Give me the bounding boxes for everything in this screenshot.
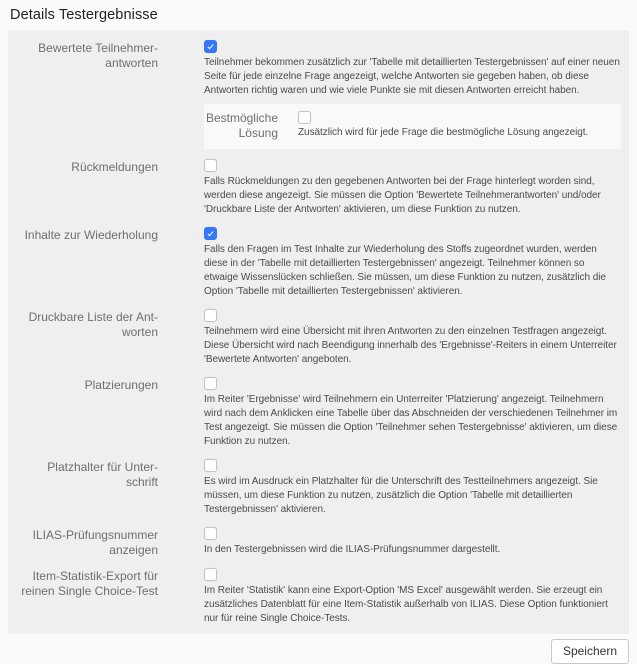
setting-description: Im Reiter 'Ergebnisse' wird Teilnehmern ein Unterreiter 'Platzierung' angezeigt. Teilnehmern wird nach dem Anklicken eine Tabelle über das Abschneiden der verschiedenen Teilnehmer im Test angezeigt. Sie müssen die Option 'Teilnehmer sehen Testergebnisse' aktivieren, um diese Funktion zu nutzen.: [204, 394, 618, 447]
setting-description: Es wird im Ausdruck ein Platzhalter für die Unterschrift des Testteilnehmers angezeigt. Sie müssen, um diese Funktion zu nutzen, zusätzlich die Option 'Tabelle mit detaillierten Testergebnissen' aktivieren.: [204, 476, 598, 515]
setting-row-inhalte-zur-wiederholung: [8, 227, 625, 299]
checkbox-inhalte-zur-wiederholung[interactable]: [204, 227, 217, 240]
page-header: [0, 0, 637, 30]
setting-content: [204, 309, 625, 367]
setting-description: Teilnehmern wird eine Übersicht mit ihren Antworten zu den einzelnen Testfragen angezeigt. Diese Übersicht wird nach Beendigung innerhalb des 'Ergebnisse'-Reiters in einem Unterreiter 'Bewertete Antworten' angeboten.: [204, 326, 617, 365]
setting-row-rueckmeldungen: [8, 159, 625, 217]
setting-description: In den Testergebnissen wird die ILIAS-Prüfungsnummer dargestellt.: [204, 544, 501, 555]
setting-row-item-statistik-export: [8, 568, 625, 626]
page-title: Details Testergebnisse: [10, 7, 158, 23]
setting-content: [204, 568, 625, 626]
setting-label: Bestmögliche Lösung: [205, 111, 278, 140]
setting-label: Item-Statistik-Export für reinen Single Choice-Test: [21, 569, 158, 598]
setting-content: [204, 459, 625, 517]
setting-content: [204, 527, 625, 558]
setting-label: Bewertete Teilnehmer-antworten: [38, 41, 158, 70]
setting-label: Platzhalter für Unter-schrift: [47, 460, 158, 489]
setting-content: [204, 40, 625, 149]
setting-description: Falls den Fragen im Test Inhalte zur Wiederholung des Stoffs zugeordnet wurden, werden diese in der 'Tabelle mit detaillierten Testergebnissen' angezeigt. Teilnehmer können so etwaige Wissenslücken schließen. Sie müssen, um diese Funktion zu nutzen, zusätzlich die Option 'Tabelle mit detaillierten Testergebnissen' aktivieren.: [204, 244, 606, 297]
checkbox-bewertete-teilnehmerantworten[interactable]: [204, 40, 217, 53]
checkbox-ilias-pruefungsnummer-anzeigen[interactable]: [204, 527, 217, 540]
setting-content: [204, 159, 625, 217]
checkbox-rueckmeldungen[interactable]: [204, 159, 217, 172]
setting-row-ilias-pruefungsnummer: [8, 527, 625, 558]
checkmark-icon: [207, 229, 213, 235]
setting-label: ILIAS-Prüfungsnummer anzeigen: [32, 528, 158, 557]
setting-content: [204, 377, 625, 449]
checkbox-platzhalter-fuer-unterschrift[interactable]: [204, 459, 217, 472]
save-button[interactable]: Speichern: [551, 639, 629, 664]
setting-description: Teilnehmer bekommen zusätzlich zur 'Tabelle mit detaillierten Testergebnissen' auf einer neuen Seite für jede einzelne Frage angezeigt, welche Antworten sie gegeben haben, ob diese Antworten richtig waren und wie viele Punkte sie mit diesen Antworten erreicht haben.: [204, 57, 620, 96]
setting-label: Inhalte zur Wiederholung: [24, 228, 158, 242]
setting-description: Im Reiter 'Statistik' kann eine Export-Option 'MS Excel' ausgewählt werden. Sie erzeugt ein zusätzliches Datenblatt für eine Item-Statistik außerhalb von ILIAS. Diese Option funktioniert nur für reine Single Choice-Tests.: [204, 585, 608, 624]
setting-row-platzhalter-fuer-unterschrift: [8, 459, 625, 517]
setting-content: [204, 227, 625, 299]
settings-form: [8, 30, 629, 634]
setting-row-bewertete-teilnehmerantworten: [8, 40, 625, 149]
setting-description: Zusätzlich wird für jede Frage die bestmögliche Lösung angezeigt.: [298, 127, 589, 138]
checkbox-platzierungen[interactable]: [204, 377, 217, 390]
form-footer: [8, 639, 629, 664]
setting-row-druckbare-liste-der-antworten: [8, 309, 625, 367]
setting-row-platzierungen: [8, 377, 625, 449]
checkbox-druckbare-liste-der-antworten[interactable]: [204, 309, 217, 322]
setting-label: Druckbare Liste der Ant-worten: [28, 310, 158, 339]
checkbox-item-statistik-export[interactable]: [204, 568, 217, 581]
setting-label: Rückmeldungen: [71, 160, 158, 174]
checkmark-icon: [207, 42, 213, 48]
setting-label: Platzierungen: [84, 378, 158, 392]
setting-content: [298, 111, 621, 141]
setting-description: Falls Rückmeldungen zu den gegebenen Antworten bei der Frage hinterlegt worden sind, werden diese angezeigt. Sie müssen die Option 'Bewertete Teilnehmerantworten' und/oder 'Druckbare Liste der Antworten' aktivieren, um diese Funktion zu nutzen.: [204, 176, 601, 215]
sub-setting-box: [204, 104, 621, 149]
checkbox-bestmoegliche-loesung[interactable]: [298, 111, 311, 124]
